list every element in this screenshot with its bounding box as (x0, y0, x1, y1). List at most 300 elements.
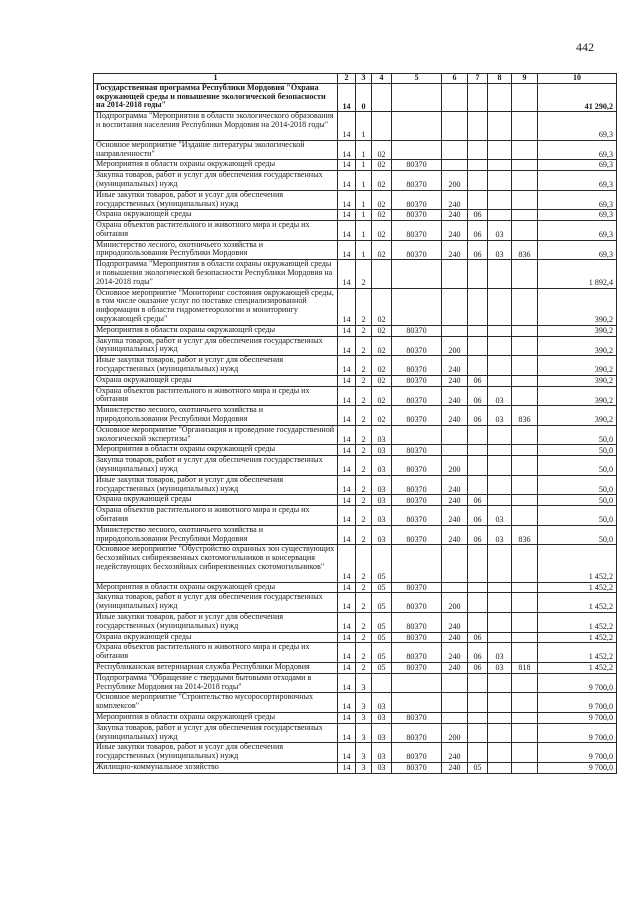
column-header: 10 (538, 74, 617, 84)
table-row (94, 673, 617, 693)
code-main: 03 (372, 713, 392, 724)
row-name: Охрана окружающей среды (94, 632, 338, 643)
code-sub: 1 (356, 112, 372, 140)
code-ministry (512, 506, 538, 526)
row-amount: 1 892,4 (538, 260, 617, 288)
code-section (468, 288, 488, 325)
code-direction: 80370 (392, 375, 442, 386)
code-ministry (512, 210, 538, 221)
code-expense-type: 200 (442, 171, 468, 191)
column-header: 6 (442, 74, 468, 84)
code-gp: 14 (338, 762, 356, 773)
table-row (94, 445, 617, 456)
code-gp: 14 (338, 723, 356, 743)
code-gp: 14 (338, 210, 356, 221)
code-direction: 80370 (392, 386, 442, 406)
code-expense-type (442, 673, 468, 693)
code-ministry (512, 613, 538, 633)
code-subsection (488, 673, 512, 693)
code-ministry (512, 495, 538, 506)
table-row (94, 545, 617, 582)
code-expense-type (442, 160, 468, 171)
table-row (94, 288, 617, 325)
code-sub: 2 (356, 406, 372, 426)
code-main: 03 (372, 425, 392, 445)
table-body (94, 84, 617, 774)
row-amount: 1 452,2 (538, 632, 617, 643)
table-row (94, 160, 617, 171)
row-amount: 50,0 (538, 425, 617, 445)
code-subsection (488, 545, 512, 582)
table-row (94, 593, 617, 613)
code-main: 05 (372, 545, 392, 582)
code-gp: 14 (338, 506, 356, 526)
row-name: Подпрограмма "Мероприятия в области экологического образования и воспитания населения Республики Мордовия на 2014-2018 годы" (94, 112, 338, 140)
code-direction (392, 425, 442, 445)
code-gp: 14 (338, 663, 356, 674)
code-main: 03 (372, 762, 392, 773)
row-amount: 50,0 (538, 475, 617, 495)
code-expense-type: 240 (442, 375, 468, 386)
page-number: 442 (576, 40, 594, 54)
row-amount: 390,2 (538, 386, 617, 406)
code-subsection (488, 743, 512, 763)
code-sub: 1 (356, 190, 372, 210)
code-sub: 2 (356, 613, 372, 633)
code-subsection (488, 613, 512, 633)
code-gp: 14 (338, 221, 356, 241)
code-ministry (512, 288, 538, 325)
code-section (468, 613, 488, 633)
row-amount: 50,0 (538, 525, 617, 545)
row-amount: 69,3 (538, 210, 617, 221)
table-row (94, 171, 617, 191)
code-sub: 2 (356, 325, 372, 336)
code-expense-type: 240 (442, 406, 468, 426)
code-subsection: 03 (488, 643, 512, 663)
code-direction (392, 84, 442, 112)
code-main: 03 (372, 445, 392, 456)
code-section: 06 (468, 525, 488, 545)
code-gp: 14 (338, 160, 356, 171)
code-subsection (488, 288, 512, 325)
code-subsection (488, 140, 512, 160)
table-row (94, 663, 617, 674)
code-expense-type: 200 (442, 593, 468, 613)
code-gp: 14 (338, 582, 356, 593)
code-expense-type: 240 (442, 643, 468, 663)
row-amount: 9 700,0 (538, 693, 617, 713)
table-row (94, 356, 617, 376)
code-gp: 14 (338, 140, 356, 160)
row-name: Иные закупки товаров, работ и услуг для обеспечения государственных (муниципальных) нужд (94, 190, 338, 210)
code-main: 05 (372, 663, 392, 674)
code-gp: 14 (338, 743, 356, 763)
code-ministry (512, 425, 538, 445)
code-main: 03 (372, 743, 392, 763)
code-subsection (488, 112, 512, 140)
code-section (468, 171, 488, 191)
code-ministry (512, 456, 538, 476)
code-main: 02 (372, 325, 392, 336)
code-subsection (488, 495, 512, 506)
table-row (94, 643, 617, 663)
code-expense-type: 200 (442, 456, 468, 476)
code-direction (392, 673, 442, 693)
code-direction (392, 112, 442, 140)
code-sub: 2 (356, 288, 372, 325)
row-name: Государственная программа Республики Мордовия "Охрана окружающей среды и повышение экологической безопасности на 2014-2018 годы" (94, 84, 338, 112)
row-amount: 50,0 (538, 506, 617, 526)
code-section (468, 693, 488, 713)
row-name: Охрана окружающей среды (94, 210, 338, 221)
code-section: 05 (468, 762, 488, 773)
code-expense-type (442, 140, 468, 160)
code-section (468, 356, 488, 376)
code-ministry (512, 713, 538, 724)
code-section (468, 545, 488, 582)
code-direction: 80370 (392, 506, 442, 526)
code-direction: 80370 (392, 743, 442, 763)
code-subsection (488, 632, 512, 643)
row-name: Республиканская ветеринарная служба Республики Мордовия (94, 663, 338, 674)
code-ministry (512, 582, 538, 593)
code-section: 06 (468, 210, 488, 221)
code-subsection (488, 445, 512, 456)
code-sub: 3 (356, 762, 372, 773)
code-gp: 14 (338, 336, 356, 356)
code-sub: 2 (356, 643, 372, 663)
code-subsection (488, 375, 512, 386)
code-gp: 14 (338, 288, 356, 325)
code-sub: 1 (356, 140, 372, 160)
code-sub: 1 (356, 210, 372, 221)
code-expense-type: 240 (442, 495, 468, 506)
row-amount: 1 452,2 (538, 593, 617, 613)
row-name: Мероприятия в области охраны окружающей среды (94, 445, 338, 456)
code-sub: 1 (356, 160, 372, 171)
code-ministry (512, 643, 538, 663)
code-main: 03 (372, 506, 392, 526)
table-row (94, 582, 617, 593)
code-expense-type (442, 425, 468, 445)
row-amount: 1 452,2 (538, 663, 617, 674)
code-ministry (512, 112, 538, 140)
code-direction: 80370 (392, 406, 442, 426)
code-sub: 2 (356, 593, 372, 613)
code-gp: 14 (338, 171, 356, 191)
code-gp: 14 (338, 386, 356, 406)
code-main: 02 (372, 221, 392, 241)
code-section (468, 593, 488, 613)
code-ministry (512, 386, 538, 406)
row-amount: 1 452,2 (538, 582, 617, 593)
code-gp: 14 (338, 260, 356, 288)
code-expense-type (442, 288, 468, 325)
code-expense-type: 240 (442, 240, 468, 260)
code-section: 06 (468, 643, 488, 663)
table-row (94, 375, 617, 386)
code-direction: 80370 (392, 456, 442, 476)
code-section (468, 445, 488, 456)
column-header: 8 (488, 74, 512, 84)
row-amount: 9 700,0 (538, 713, 617, 724)
row-name: Основное мероприятие "Строительство мусоросортировочных комплексов" (94, 693, 338, 713)
code-main: 02 (372, 160, 392, 171)
code-ministry (512, 336, 538, 356)
code-main: 05 (372, 593, 392, 613)
code-ministry (512, 140, 538, 160)
code-gp: 14 (338, 406, 356, 426)
table-row (94, 495, 617, 506)
code-subsection (488, 210, 512, 221)
row-amount: 9 700,0 (538, 743, 617, 763)
row-name: Закупка товаров, работ и услуг для обеспечения государственных (муниципальных) нужд (94, 456, 338, 476)
table-row (94, 325, 617, 336)
code-ministry (512, 673, 538, 693)
row-amount: 50,0 (538, 495, 617, 506)
code-gp: 14 (338, 613, 356, 633)
code-section (468, 190, 488, 210)
code-gp: 14 (338, 325, 356, 336)
code-ministry (512, 325, 538, 336)
code-direction: 80370 (392, 613, 442, 633)
code-section (468, 325, 488, 336)
code-sub: 2 (356, 632, 372, 643)
code-section (468, 582, 488, 593)
code-gp: 14 (338, 593, 356, 613)
code-sub: 1 (356, 171, 372, 191)
row-amount: 9 700,0 (538, 723, 617, 743)
code-subsection (488, 160, 512, 171)
code-sub: 1 (356, 221, 372, 241)
code-ministry (512, 632, 538, 643)
code-sub: 2 (356, 495, 372, 506)
table-row (94, 693, 617, 713)
code-expense-type (442, 260, 468, 288)
code-ministry: 836 (512, 406, 538, 426)
code-main (372, 112, 392, 140)
code-direction: 80370 (392, 160, 442, 171)
row-amount: 390,2 (538, 336, 617, 356)
code-expense-type: 240 (442, 221, 468, 241)
code-direction (392, 260, 442, 288)
code-ministry (512, 593, 538, 613)
code-main: 03 (372, 693, 392, 713)
row-name: Охрана окружающей среды (94, 375, 338, 386)
code-direction: 80370 (392, 762, 442, 773)
code-gp: 14 (338, 525, 356, 545)
code-gp: 14 (338, 545, 356, 582)
code-section: 06 (468, 506, 488, 526)
row-amount: 69,3 (538, 140, 617, 160)
row-amount: 69,3 (538, 190, 617, 210)
table-row (94, 84, 617, 112)
row-name: Охрана объектов растительного и животного мира и среды их обитания (94, 221, 338, 241)
code-expense-type: 240 (442, 210, 468, 221)
code-expense-type: 200 (442, 723, 468, 743)
code-ministry (512, 260, 538, 288)
code-main: 02 (372, 210, 392, 221)
code-direction (392, 140, 442, 160)
row-name: Основное мероприятие "Мониторинг состояния окружающей среды, в том числе оказание услуг по поставке специализированной информации в области гидрометеорологии и мониторингу окружающей среды" (94, 288, 338, 325)
code-sub: 2 (356, 425, 372, 445)
code-subsection (488, 190, 512, 210)
code-direction: 80370 (392, 221, 442, 241)
code-sub: 2 (356, 456, 372, 476)
row-name: Мероприятия в области охраны окружающей среды (94, 713, 338, 724)
row-amount: 69,3 (538, 160, 617, 171)
row-amount: 390,2 (538, 356, 617, 376)
code-ministry (512, 762, 538, 773)
code-main (372, 673, 392, 693)
code-gp: 14 (338, 673, 356, 693)
row-name: Жилищно-коммунальное хозяйство (94, 762, 338, 773)
code-ministry (512, 445, 538, 456)
code-expense-type: 240 (442, 762, 468, 773)
code-ministry (512, 160, 538, 171)
table-row (94, 475, 617, 495)
code-direction: 80370 (392, 593, 442, 613)
column-header: 3 (356, 74, 372, 84)
table-row (94, 723, 617, 743)
code-gp: 14 (338, 643, 356, 663)
code-main: 02 (372, 336, 392, 356)
code-subsection (488, 582, 512, 593)
table-row (94, 743, 617, 763)
row-name: Закупка товаров, работ и услуг для обеспечения государственных (муниципальных) нужд (94, 723, 338, 743)
table-row (94, 762, 617, 773)
code-direction (392, 693, 442, 713)
code-subsection (488, 693, 512, 713)
code-direction: 80370 (392, 171, 442, 191)
table-row (94, 456, 617, 476)
code-sub: 2 (356, 356, 372, 376)
code-subsection (488, 325, 512, 336)
table-row (94, 112, 617, 140)
code-sub: 2 (356, 386, 372, 406)
row-amount: 1 452,2 (538, 545, 617, 582)
code-direction: 80370 (392, 475, 442, 495)
code-sub: 2 (356, 475, 372, 495)
code-section: 06 (468, 221, 488, 241)
row-name: Закупка товаров, работ и услуг для обеспечения государственных (муниципальных) нужд (94, 171, 338, 191)
row-amount: 9 700,0 (538, 762, 617, 773)
row-amount: 9 700,0 (538, 673, 617, 693)
row-name: Основное мероприятие "Обустройство охранных зон существующих бесхозяйных сибиреязвенных скотомогильников и консервация недействующих бесхозяйных сибиреязвенных скотомогильников" (94, 545, 338, 582)
code-direction: 80370 (392, 445, 442, 456)
code-direction: 80370 (392, 356, 442, 376)
row-amount: 69,3 (538, 240, 617, 260)
code-expense-type (442, 582, 468, 593)
row-name: Подпрограмма "Мероприятия в области охраны окружающей среды и повышения экологической безопасности Республики Мордовия на 2014-2018 годы" (94, 260, 338, 288)
table-row (94, 425, 617, 445)
row-name: Мероприятия в области охраны окружающей среды (94, 582, 338, 593)
code-expense-type (442, 112, 468, 140)
row-amount: 69,3 (538, 112, 617, 140)
code-sub: 3 (356, 673, 372, 693)
row-name: Охрана объектов растительного и животного мира и среды их обитания (94, 386, 338, 406)
code-main: 02 (372, 171, 392, 191)
code-sub: 0 (356, 84, 372, 112)
row-amount: 41 290,2 (538, 84, 617, 112)
code-main: 05 (372, 632, 392, 643)
code-expense-type: 240 (442, 190, 468, 210)
code-section: 06 (468, 406, 488, 426)
code-section (468, 260, 488, 288)
budget-table (93, 73, 617, 774)
code-subsection (488, 84, 512, 112)
code-expense-type: 240 (442, 356, 468, 376)
row-name: Основное мероприятие "Организация и проведение государственной экологической экспертизы" (94, 425, 338, 445)
row-name: Закупка товаров, работ и услуг для обеспечения государственных (муниципальных) нужд (94, 593, 338, 613)
code-main: 02 (372, 356, 392, 376)
code-section (468, 723, 488, 743)
code-main: 02 (372, 140, 392, 160)
code-expense-type: 240 (442, 525, 468, 545)
row-name: Основное мероприятие "Издание литературы экологической направленности" (94, 140, 338, 160)
row-name: Охрана окружающей среды (94, 495, 338, 506)
code-ministry: 836 (512, 240, 538, 260)
code-gp: 14 (338, 425, 356, 445)
table-row (94, 386, 617, 406)
table-row (94, 190, 617, 210)
code-subsection (488, 593, 512, 613)
code-subsection: 03 (488, 506, 512, 526)
row-amount: 50,0 (538, 445, 617, 456)
code-sub: 2 (356, 260, 372, 288)
row-amount: 1 452,2 (538, 643, 617, 663)
code-subsection: 03 (488, 240, 512, 260)
code-section (468, 112, 488, 140)
code-expense-type: 240 (442, 475, 468, 495)
code-gp: 14 (338, 112, 356, 140)
code-ministry (512, 545, 538, 582)
code-direction: 80370 (392, 525, 442, 545)
code-section (468, 140, 488, 160)
code-sub: 3 (356, 693, 372, 713)
column-header: 9 (512, 74, 538, 84)
row-name: Иные закупки товаров, работ и услуг для обеспечения государственных (муниципальных) нужд (94, 475, 338, 495)
code-main: 03 (372, 475, 392, 495)
row-amount: 50,0 (538, 456, 617, 476)
code-main: 02 (372, 375, 392, 386)
code-ministry (512, 723, 538, 743)
code-sub: 2 (356, 506, 372, 526)
code-direction: 80370 (392, 336, 442, 356)
code-sub: 2 (356, 582, 372, 593)
code-ministry (512, 356, 538, 376)
code-sub: 3 (356, 723, 372, 743)
code-subsection (488, 171, 512, 191)
code-gp: 14 (338, 456, 356, 476)
code-ministry (512, 693, 538, 713)
code-ministry (512, 475, 538, 495)
code-direction: 80370 (392, 713, 442, 724)
code-direction: 80370 (392, 190, 442, 210)
code-subsection (488, 425, 512, 445)
code-direction: 80370 (392, 210, 442, 221)
code-section: 06 (468, 375, 488, 386)
code-section: 06 (468, 632, 488, 643)
code-gp: 14 (338, 475, 356, 495)
code-main: 03 (372, 495, 392, 506)
code-direction (392, 288, 442, 325)
code-main: 03 (372, 525, 392, 545)
row-name: Иные закупки товаров, работ и услуг для обеспечения государственных (муниципальных) нужд (94, 356, 338, 376)
row-name: Министерство лесного, охотничьего хозяйства и природопользования Республики Мордовия (94, 240, 338, 260)
code-gp: 14 (338, 240, 356, 260)
